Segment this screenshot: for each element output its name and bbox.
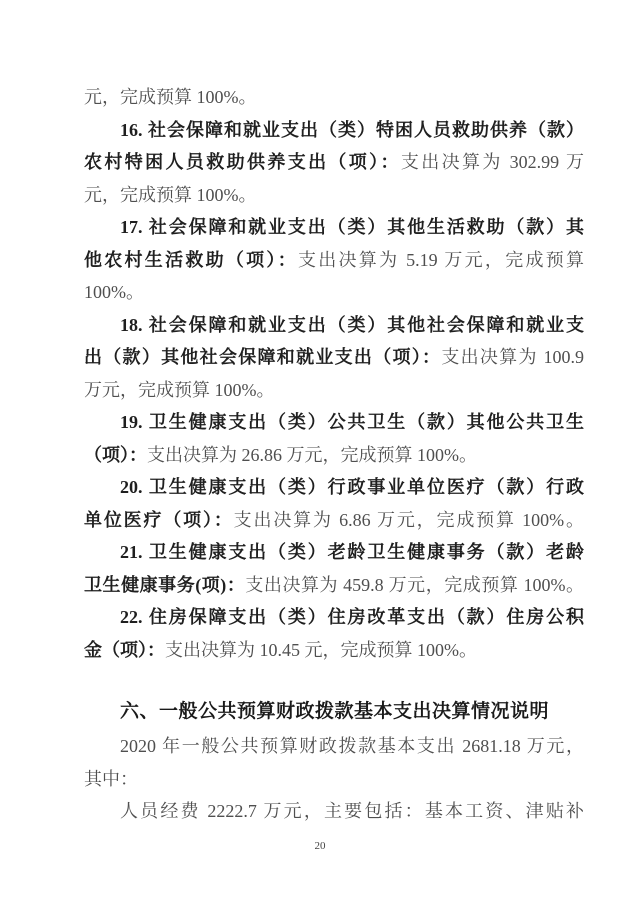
expenditure-category-label: 18. 社会保障和就业支出（类）其他社会保障和就业支 (120, 314, 584, 335)
text-line (84, 276, 584, 309)
text-line (84, 309, 584, 342)
text-line (84, 795, 584, 828)
expenditure-value-text: 2020 年一般公共预算财政拨款基本支出 2681.18 万元， (120, 736, 584, 756)
text-line (84, 114, 584, 147)
section-heading (84, 693, 584, 730)
text-line (84, 569, 584, 602)
text-line (84, 504, 584, 537)
text-line (84, 244, 584, 277)
text-line (84, 374, 584, 407)
text-line (84, 81, 584, 114)
page-number: 20 (314, 840, 326, 852)
text-line (84, 179, 584, 212)
text-line (84, 730, 584, 763)
expenditure-category-label: 六、一般公共预算财政拨款基本支出决算情况说明 (120, 701, 550, 722)
expenditure-value-text: 支出决算为 459.8 万元，完成预算 100%。 (245, 574, 584, 595)
text-line (84, 146, 584, 179)
expenditure-category-label: 20. 卫生健康支出（类）行政事业单位医疗（款）行政 (120, 477, 584, 497)
expenditure-category-label: 出（款）其他社会保障和就业支出（项）： (84, 347, 442, 367)
expenditure-value-text: 支出决算为 5.19 万元，完成预算 (297, 249, 585, 270)
expenditure-category-label: 19. 卫生健康支出（类）公共卫生（款）其他公共卫生 (120, 412, 584, 432)
expenditure-category-label: 22. 住房保障支出（类）住房改革支出（款）住房公积 (120, 607, 584, 627)
text-line (84, 439, 584, 472)
expenditure-value-text: 支出决算为 100.9 (441, 347, 585, 367)
expenditure-value-text: 支出决算为 6.86 万元，完成预算 100%。 (233, 509, 584, 530)
text-line (84, 406, 584, 439)
text-line (84, 634, 584, 667)
expenditure-category-label: （项）： (84, 444, 147, 465)
expenditure-category-label: 21. 卫生健康支出（类）老龄卫生健康事务（款）老龄 (120, 542, 584, 562)
expenditure-category-label: 16. 社会保障和就业支出（类）特困人员救助供养（款） (120, 119, 584, 140)
expenditure-category-label: 卫生健康事务(项)： (84, 574, 246, 595)
expenditure-value-text: 元，完成预算 100%。 (84, 87, 257, 107)
expenditure-value-text: 支出决算为 10.45 元，完成预算 100%。 (165, 639, 477, 660)
expenditure-category-label: 金（项）： (84, 639, 165, 660)
expenditure-category-label: 他农村生活救助（项）： (84, 249, 298, 270)
expenditure-category-label: 农村特困人员救助供养支出（项）： (84, 152, 401, 172)
text-line (84, 211, 584, 244)
text-line (84, 763, 584, 796)
expenditure-value-text: 其中： (84, 768, 138, 789)
expenditure-value-text: 100%。 (84, 282, 144, 302)
expenditure-category-label: 单位医疗（项）： (84, 509, 234, 530)
expenditure-value-text: 万元，完成预算 100%。 (84, 379, 275, 400)
text-line (84, 601, 584, 634)
text-line (84, 471, 584, 504)
document-body (84, 81, 584, 828)
expenditure-value-text: 元，完成预算 100%。 (84, 184, 257, 205)
expenditure-category-label: 17. 社会保障和就业支出（类）其他生活救助（款）其 (120, 217, 584, 237)
text-line (84, 341, 584, 374)
expenditure-value-text: 支出决算为 302.99 万 (400, 152, 585, 172)
expenditure-value-text: 人员经费 2222.7 万元，主要包括：基本工资、津贴补 (120, 801, 584, 821)
text-line (84, 536, 584, 569)
expenditure-value-text: 支出决算为 26.86 万元，完成预算 100%。 (147, 444, 477, 465)
